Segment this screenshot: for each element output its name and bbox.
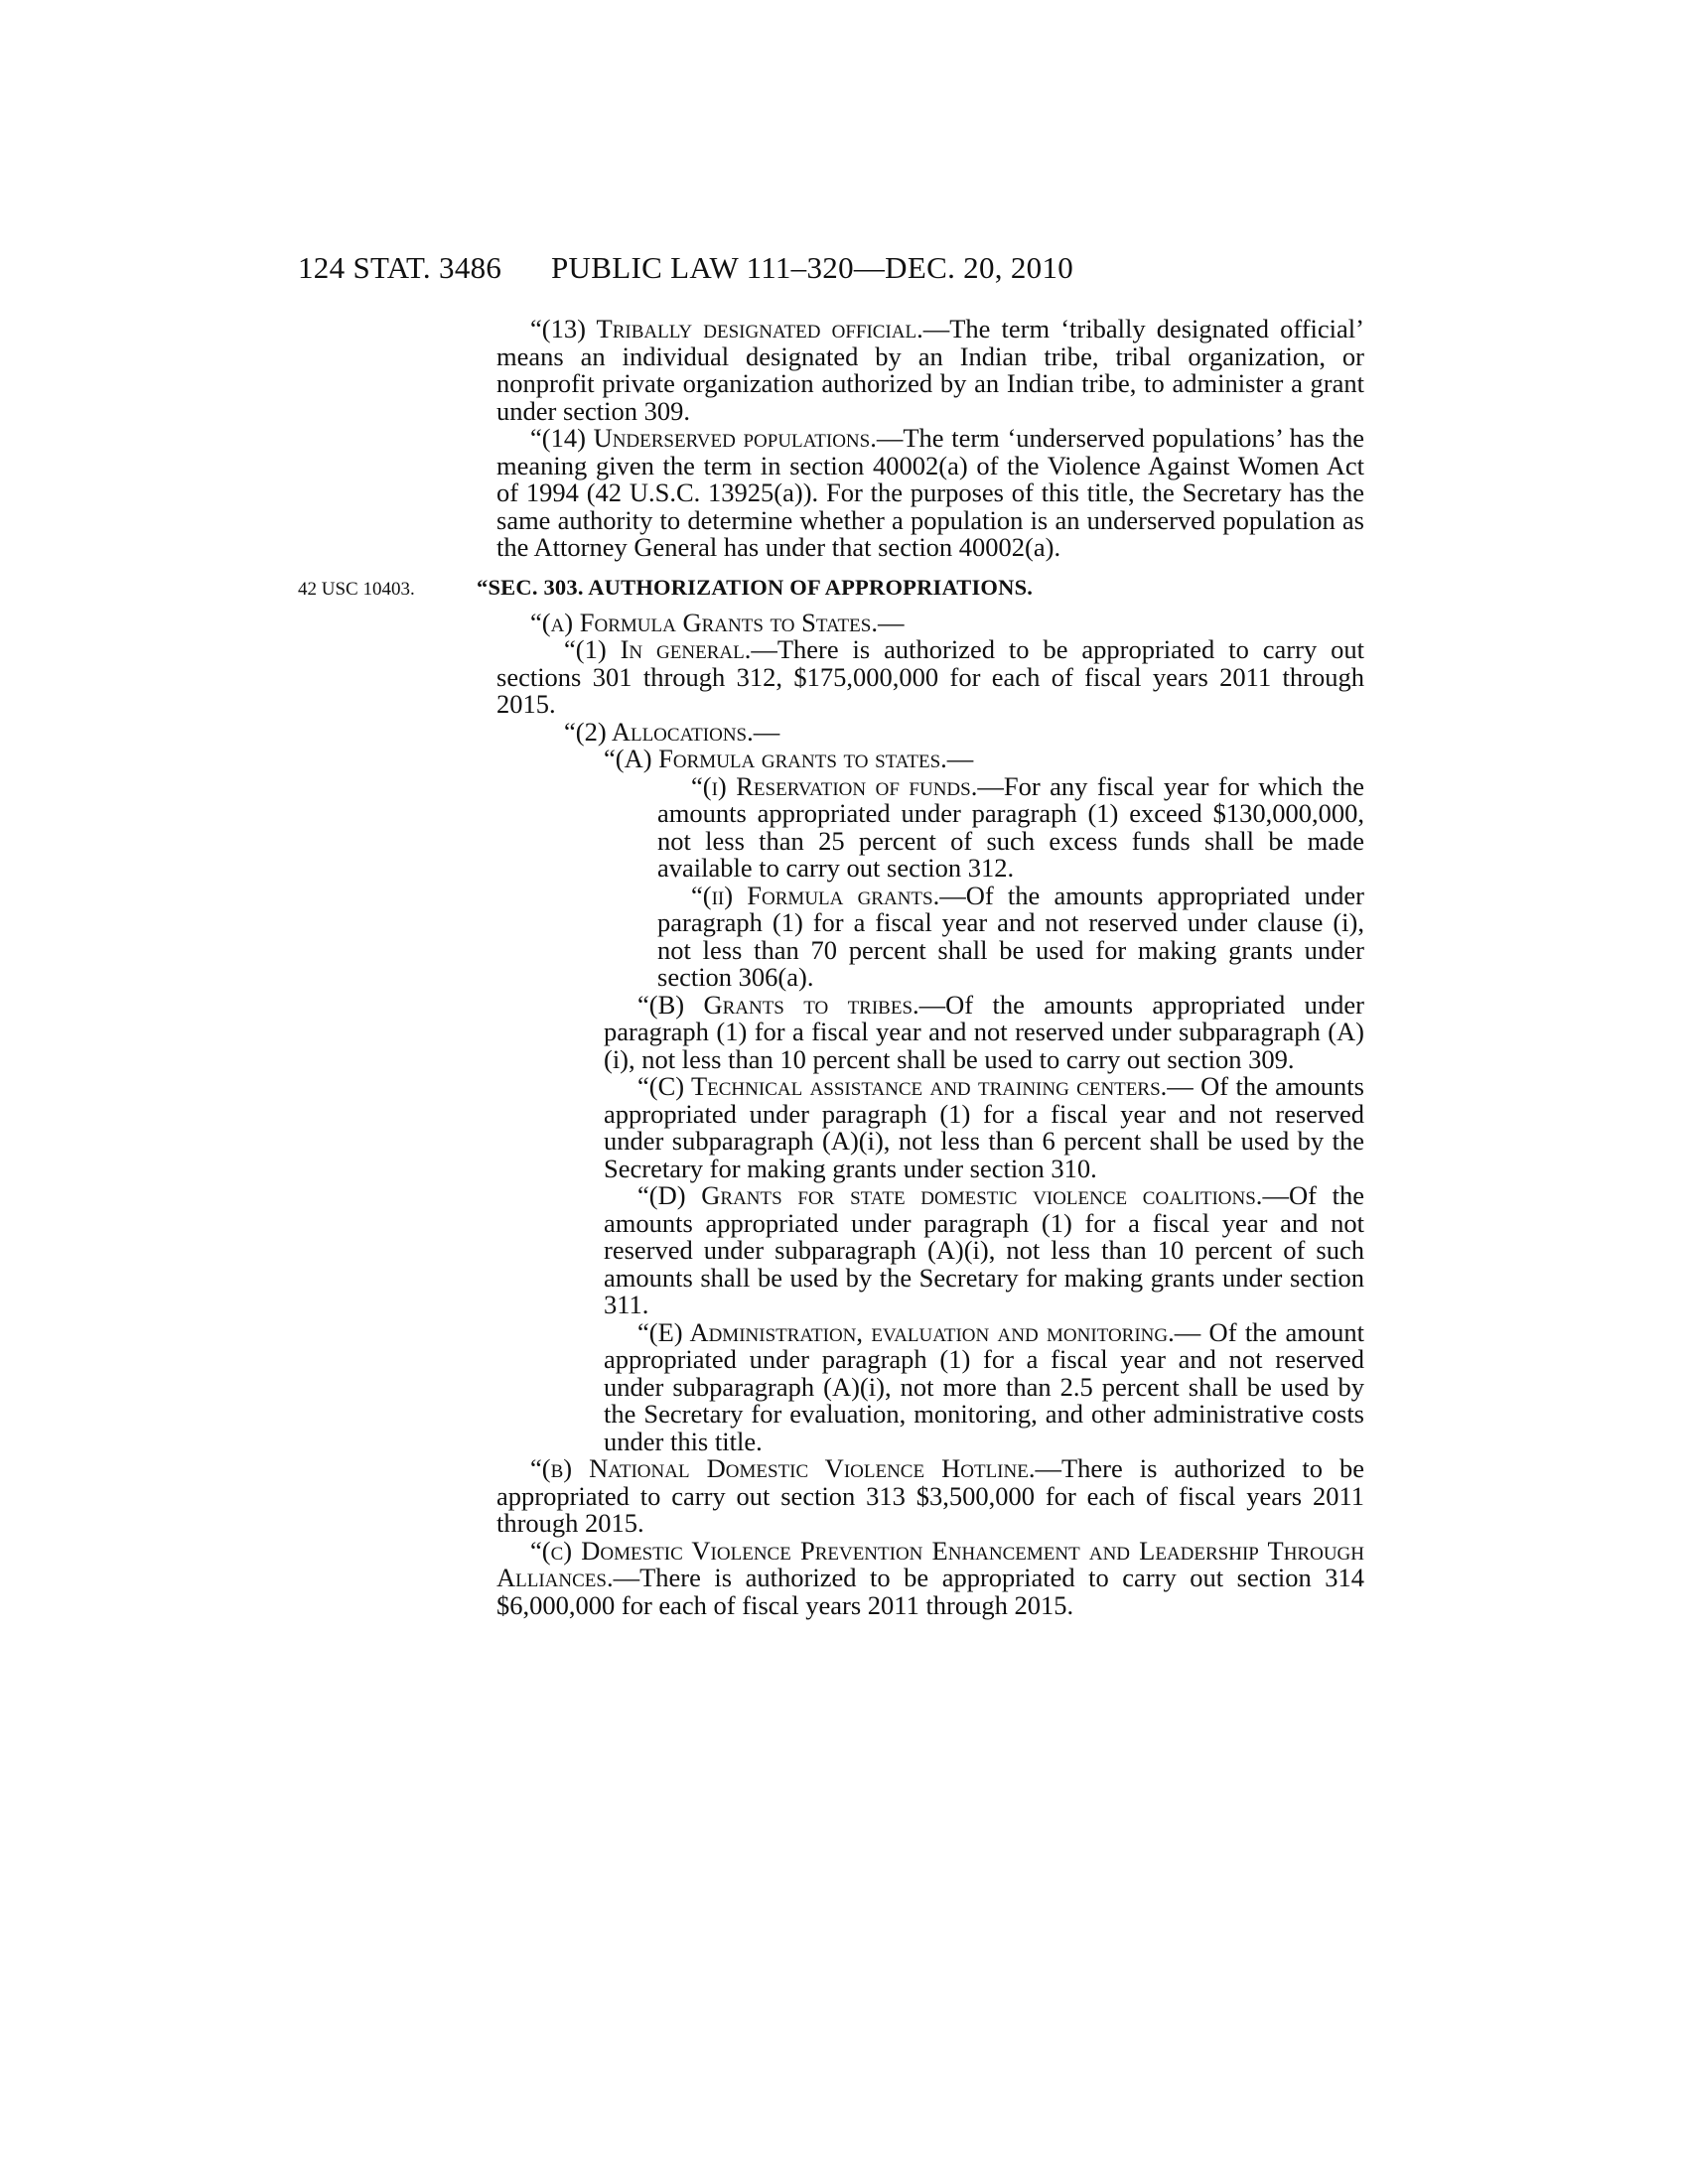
subparagraph-C (496, 1073, 1364, 1182)
subparagraph-D-text: —Of the amounts appropriated under paragraph (1) for a fiscal year and not reserved under subparagraph (A)(i), not less than 10 percent of such amounts shall be used by the Secretary for making grants under section 311. (604, 1180, 1364, 1319)
paragraph-14-heading: “(14) Underserved populations. (530, 423, 877, 453)
clause-ii-text: —Of the amounts appropriated under paragraph (1) for a fiscal year and not reserved under clause (i), not less than 70 percent shall be used for making grants under section 306(a). (657, 880, 1364, 992)
clause-i-heading: “(i) Reservation of funds. (691, 770, 978, 801)
section-heading: “SEC. 303. AUTHORIZATION OF APPROPRIATIONS. (477, 574, 1034, 600)
paragraph-a1 (496, 636, 1364, 719)
subsection-a-heading: “(a) Formula Grants to States.— (530, 607, 905, 637)
subparagraph-C-text: — Of the amounts appropriated under paragraph (1) for a fiscal year and not reserved under subparagraph (A)(i), not less than 6 percent shall be used by the Secretary for making grants under section 310. (604, 1071, 1364, 1183)
statute-page-number: 124 STAT. 3486 (298, 250, 502, 285)
subparagraph-D (496, 1182, 1364, 1319)
subsection-c (496, 1535, 1364, 1620)
subparagraph-E-text: — Of the amount appropriated under paragraph (1) for a fiscal year and not reserved under subparagraph (A)(i), not more than 2.5 percent shall be used by the Secretary for evaluation, monitoring, and other administrative costs under this title. (604, 1316, 1364, 1456)
paragraph-14 (496, 425, 1364, 562)
usc-margin-note: 42 USC 10403. (298, 578, 415, 600)
subsection-b-text: —There is authorized to be appropriated to carry out section 313 $3,500,000 for each of fiscal years 2011 through 2015. (496, 1453, 1365, 1538)
paragraph-13-text: —The term ‘tribally designated official’ means an individual designated by an Indian tribe, tribal organization, or nonprofit private organization authorized by an Indian tribe, to administer a grant under section 309. (496, 314, 1364, 426)
paragraph-13 (496, 316, 1364, 425)
subparagraph-D-heading: “(D) Grants for state domestic violence coalitions. (637, 1180, 1263, 1210)
paragraph-a1-heading: “(1) In general. (564, 634, 752, 664)
paragraph-13-heading: “(13) Tribally designated official. (530, 314, 923, 343)
subparagraph-C-heading: “(C) Technical assistance and training centers. (637, 1071, 1168, 1101)
clause-i-text: —For any fiscal year for which the amounts appropriated under paragraph (1) exceed $130,000,000, not less than 25 percent of such excess funds shall be made available to carry out section 312. (657, 770, 1364, 883)
page-header (0, 250, 1688, 290)
clause-i (496, 770, 1364, 883)
section-303-row (298, 572, 1364, 602)
subparagraph-E-heading: “(E) Administration, evaluation and monitoring. (637, 1316, 1175, 1347)
subparagraph-B-heading: “(B) Grants to tribes. (637, 989, 919, 1020)
paragraph-a2-heading: “(2) Allocations.— (564, 716, 780, 747)
clause-ii (496, 880, 1364, 992)
document-body (298, 314, 1365, 1620)
subsection-b-heading: “(b) National Domestic Violence Hotline. (530, 1453, 1036, 1483)
subsection-b (496, 1455, 1364, 1538)
subsection-c-heading: “(c) Domestic Violence Prevention Enhancement and Leadership Through Alliances. (496, 1535, 1364, 1592)
paragraph-a1-text: —There is authorized to be appropriated to carry out sections 301 through 312, $175,000,000 for each of fiscal years 2011 through 2015. (496, 634, 1364, 719)
subparagraph-B-text: —Of the amounts appropriated under paragraph (1) for a fiscal year and not reserved under subparagraph (A)(i), not less than 10 percent shall be used to carry out section 309. (604, 989, 1365, 1074)
public-law-citation: PUBLIC LAW 111–320—DEC. 20, 2010 (551, 250, 1074, 285)
subparagraph-B (496, 989, 1365, 1074)
subparagraph-A-heading: “(A) Formula grants to states.— (604, 744, 974, 773)
subparagraph-E (496, 1316, 1364, 1456)
clause-ii-heading: “(ii) Formula grants. (691, 880, 940, 910)
paragraph-14-text: —The term ‘underserved populations’ has the meaning given the term in section 40002(a) of the Violence Against Women Act of 1994 (42 U.S.C. 13925(a)). For the purposes of this title, the Secretary has the same authority to determine whether a population is an underserved population as the Attorney General has under that section 40002(a). (496, 423, 1364, 562)
subsection-c-text: —There is authorized to be appropriated to carry out section 314 $6,000,000 for each of fiscal years 2011 through 2015. (496, 1563, 1364, 1620)
